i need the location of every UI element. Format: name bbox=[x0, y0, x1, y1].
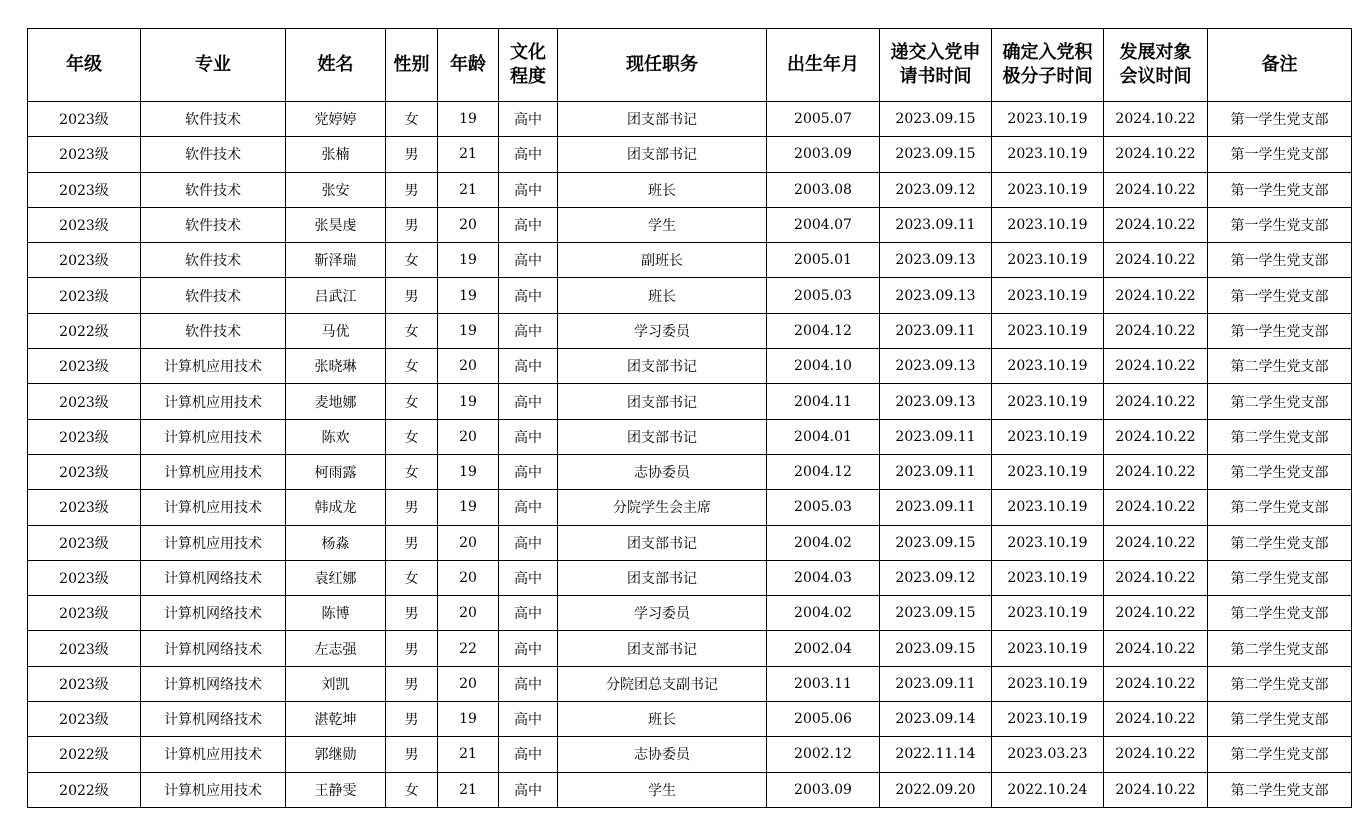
cell-application-date: 2023.09.15 bbox=[880, 137, 992, 172]
cell-position: 班长 bbox=[558, 702, 767, 737]
cell-position: 团支部书记 bbox=[558, 137, 767, 172]
cell-name: 郭继勋 bbox=[286, 737, 386, 772]
table-row bbox=[28, 313, 1352, 348]
cell-meeting-date: 2024.10.22 bbox=[1104, 243, 1208, 278]
cell-age: 20 bbox=[438, 207, 499, 242]
cell-grade: 2023级 bbox=[28, 596, 141, 631]
cell-activist-date: 2023.10.19 bbox=[992, 702, 1104, 737]
cell-activist-date: 2023.10.19 bbox=[992, 490, 1104, 525]
cell-name: 柯雨露 bbox=[286, 454, 386, 489]
cell-gender: 男 bbox=[386, 137, 438, 172]
cell-remarks: 第二学生党支部 bbox=[1208, 384, 1352, 419]
cell-major: 计算机应用技术 bbox=[141, 349, 286, 384]
cell-age: 21 bbox=[438, 737, 499, 772]
cell-remarks: 第二学生党支部 bbox=[1208, 737, 1352, 772]
roster-body bbox=[28, 102, 1352, 808]
cell-major: 软件技术 bbox=[141, 137, 286, 172]
cell-gender: 女 bbox=[386, 349, 438, 384]
cell-name: 韩成龙 bbox=[286, 490, 386, 525]
cell-gender: 女 bbox=[386, 772, 438, 807]
cell-meeting-date: 2024.10.22 bbox=[1104, 666, 1208, 701]
cell-remarks: 第二学生党支部 bbox=[1208, 454, 1352, 489]
cell-activist-date: 2023.10.19 bbox=[992, 560, 1104, 595]
cell-major: 计算机应用技术 bbox=[141, 419, 286, 454]
header-activist-date: 确定入党积极分子时间 bbox=[992, 29, 1104, 102]
cell-major: 软件技术 bbox=[141, 243, 286, 278]
cell-application-date: 2023.09.14 bbox=[880, 702, 992, 737]
cell-remarks: 第二学生党支部 bbox=[1208, 349, 1352, 384]
cell-education: 高中 bbox=[499, 631, 558, 666]
table-row bbox=[28, 137, 1352, 172]
cell-position: 副班长 bbox=[558, 243, 767, 278]
cell-major: 软件技术 bbox=[141, 278, 286, 313]
cell-name: 吕武江 bbox=[286, 278, 386, 313]
cell-name: 张昊虔 bbox=[286, 207, 386, 242]
cell-position: 学习委员 bbox=[558, 596, 767, 631]
cell-gender: 男 bbox=[386, 596, 438, 631]
cell-position: 团支部书记 bbox=[558, 102, 767, 137]
cell-meeting-date: 2024.10.22 bbox=[1104, 172, 1208, 207]
cell-birth: 2002.12 bbox=[767, 737, 880, 772]
header-birth: 出生年月 bbox=[767, 29, 880, 102]
cell-age: 19 bbox=[438, 313, 499, 348]
table-row bbox=[28, 243, 1352, 278]
cell-meeting-date: 2024.10.22 bbox=[1104, 560, 1208, 595]
cell-remarks: 第二学生党支部 bbox=[1208, 525, 1352, 560]
cell-meeting-date: 2024.10.22 bbox=[1104, 737, 1208, 772]
cell-activist-date: 2023.03.23 bbox=[992, 737, 1104, 772]
cell-position: 分院学生会主席 bbox=[558, 490, 767, 525]
cell-application-date: 2023.09.15 bbox=[880, 102, 992, 137]
cell-remarks: 第一学生党支部 bbox=[1208, 243, 1352, 278]
cell-position: 团支部书记 bbox=[558, 349, 767, 384]
table-row bbox=[28, 490, 1352, 525]
cell-position: 分院团总支副书记 bbox=[558, 666, 767, 701]
cell-age: 19 bbox=[438, 384, 499, 419]
header-remarks: 备注 bbox=[1208, 29, 1352, 102]
cell-activist-date: 2023.10.19 bbox=[992, 384, 1104, 419]
cell-major: 计算机网络技术 bbox=[141, 596, 286, 631]
cell-application-date: 2023.09.15 bbox=[880, 596, 992, 631]
cell-birth: 2003.11 bbox=[767, 666, 880, 701]
cell-remarks: 第二学生党支部 bbox=[1208, 419, 1352, 454]
cell-birth: 2002.04 bbox=[767, 631, 880, 666]
cell-activist-date: 2023.10.19 bbox=[992, 454, 1104, 489]
cell-education: 高中 bbox=[499, 102, 558, 137]
cell-meeting-date: 2024.10.22 bbox=[1104, 207, 1208, 242]
cell-name: 王静雯 bbox=[286, 772, 386, 807]
cell-name: 麦地娜 bbox=[286, 384, 386, 419]
cell-application-date: 2023.09.11 bbox=[880, 454, 992, 489]
cell-meeting-date: 2024.10.22 bbox=[1104, 384, 1208, 419]
cell-education: 高中 bbox=[499, 490, 558, 525]
table-row bbox=[28, 349, 1352, 384]
table-row bbox=[28, 278, 1352, 313]
cell-birth: 2004.03 bbox=[767, 560, 880, 595]
cell-major: 计算机应用技术 bbox=[141, 490, 286, 525]
table-row bbox=[28, 596, 1352, 631]
cell-education: 高中 bbox=[499, 243, 558, 278]
cell-position: 学生 bbox=[558, 772, 767, 807]
cell-age: 20 bbox=[438, 560, 499, 595]
cell-birth: 2004.12 bbox=[767, 313, 880, 348]
cell-birth: 2004.02 bbox=[767, 525, 880, 560]
table-row bbox=[28, 454, 1352, 489]
cell-education: 高中 bbox=[499, 454, 558, 489]
cell-activist-date: 2023.10.19 bbox=[992, 596, 1104, 631]
cell-meeting-date: 2024.10.22 bbox=[1104, 419, 1208, 454]
cell-grade: 2023级 bbox=[28, 384, 141, 419]
cell-education: 高中 bbox=[499, 349, 558, 384]
cell-age: 20 bbox=[438, 525, 499, 560]
cell-gender: 男 bbox=[386, 207, 438, 242]
cell-grade: 2023级 bbox=[28, 207, 141, 242]
cell-meeting-date: 2024.10.22 bbox=[1104, 137, 1208, 172]
cell-grade: 2023级 bbox=[28, 172, 141, 207]
cell-position: 团支部书记 bbox=[558, 525, 767, 560]
cell-birth: 2004.11 bbox=[767, 384, 880, 419]
cell-remarks: 第二学生党支部 bbox=[1208, 596, 1352, 631]
cell-application-date: 2023.09.11 bbox=[880, 313, 992, 348]
cell-name: 张安 bbox=[286, 172, 386, 207]
cell-application-date: 2022.09.20 bbox=[880, 772, 992, 807]
cell-gender: 男 bbox=[386, 702, 438, 737]
cell-application-date: 2023.09.11 bbox=[880, 490, 992, 525]
cell-remarks: 第一学生党支部 bbox=[1208, 313, 1352, 348]
header-grade: 年级 bbox=[28, 29, 141, 102]
header-meeting-date: 发展对象会议时间 bbox=[1104, 29, 1208, 102]
cell-education: 高中 bbox=[499, 313, 558, 348]
cell-remarks: 第二学生党支部 bbox=[1208, 560, 1352, 595]
cell-activist-date: 2023.10.19 bbox=[992, 631, 1104, 666]
cell-major: 软件技术 bbox=[141, 207, 286, 242]
cell-major: 计算机网络技术 bbox=[141, 560, 286, 595]
cell-education: 高中 bbox=[499, 172, 558, 207]
cell-birth: 2005.03 bbox=[767, 278, 880, 313]
cell-grade: 2023级 bbox=[28, 419, 141, 454]
cell-position: 学习委员 bbox=[558, 313, 767, 348]
cell-education: 高中 bbox=[499, 525, 558, 560]
cell-gender: 男 bbox=[386, 666, 438, 701]
cell-remarks: 第二学生党支部 bbox=[1208, 702, 1352, 737]
cell-grade: 2023级 bbox=[28, 666, 141, 701]
cell-birth: 2005.07 bbox=[767, 102, 880, 137]
cell-activist-date: 2023.10.19 bbox=[992, 419, 1104, 454]
cell-education: 高中 bbox=[499, 137, 558, 172]
cell-major: 计算机应用技术 bbox=[141, 525, 286, 560]
cell-application-date: 2023.09.12 bbox=[880, 172, 992, 207]
cell-birth: 2004.12 bbox=[767, 454, 880, 489]
cell-remarks: 第二学生党支部 bbox=[1208, 631, 1352, 666]
cell-age: 20 bbox=[438, 596, 499, 631]
cell-birth: 2003.08 bbox=[767, 172, 880, 207]
cell-application-date: 2023.09.13 bbox=[880, 349, 992, 384]
cell-activist-date: 2023.10.19 bbox=[992, 278, 1104, 313]
cell-activist-date: 2023.10.19 bbox=[992, 666, 1104, 701]
cell-major: 计算机应用技术 bbox=[141, 384, 286, 419]
cell-remarks: 第二学生党支部 bbox=[1208, 490, 1352, 525]
table-row bbox=[28, 737, 1352, 772]
table-row bbox=[28, 666, 1352, 701]
cell-grade: 2023级 bbox=[28, 560, 141, 595]
cell-meeting-date: 2024.10.22 bbox=[1104, 454, 1208, 489]
header-education: 文化程度 bbox=[499, 29, 558, 102]
cell-grade: 2023级 bbox=[28, 525, 141, 560]
cell-birth: 2004.02 bbox=[767, 596, 880, 631]
header-name: 姓名 bbox=[286, 29, 386, 102]
cell-application-date: 2023.09.11 bbox=[880, 666, 992, 701]
cell-name: 张楠 bbox=[286, 137, 386, 172]
cell-name: 陈欢 bbox=[286, 419, 386, 454]
cell-major: 计算机网络技术 bbox=[141, 631, 286, 666]
cell-age: 19 bbox=[438, 243, 499, 278]
cell-remarks: 第二学生党支部 bbox=[1208, 666, 1352, 701]
cell-application-date: 2023.09.13 bbox=[880, 243, 992, 278]
cell-age: 22 bbox=[438, 631, 499, 666]
cell-position: 团支部书记 bbox=[558, 560, 767, 595]
roster-sheet bbox=[27, 28, 1351, 808]
cell-age: 20 bbox=[438, 419, 499, 454]
cell-name: 刘凯 bbox=[286, 666, 386, 701]
cell-education: 高中 bbox=[499, 772, 558, 807]
cell-name: 袁红娜 bbox=[286, 560, 386, 595]
cell-application-date: 2023.09.11 bbox=[880, 207, 992, 242]
cell-grade: 2022级 bbox=[28, 737, 141, 772]
header-major: 专业 bbox=[141, 29, 286, 102]
cell-activist-date: 2023.10.19 bbox=[992, 207, 1104, 242]
cell-position: 志协委员 bbox=[558, 454, 767, 489]
cell-gender: 男 bbox=[386, 278, 438, 313]
cell-major: 计算机网络技术 bbox=[141, 702, 286, 737]
cell-gender: 女 bbox=[386, 560, 438, 595]
cell-birth: 2004.07 bbox=[767, 207, 880, 242]
table-row bbox=[28, 172, 1352, 207]
cell-activist-date: 2023.10.19 bbox=[992, 525, 1104, 560]
cell-education: 高中 bbox=[499, 702, 558, 737]
cell-position: 团支部书记 bbox=[558, 631, 767, 666]
cell-meeting-date: 2024.10.22 bbox=[1104, 702, 1208, 737]
cell-age: 19 bbox=[438, 454, 499, 489]
cell-remarks: 第一学生党支部 bbox=[1208, 102, 1352, 137]
cell-birth: 2004.10 bbox=[767, 349, 880, 384]
cell-remarks: 第一学生党支部 bbox=[1208, 172, 1352, 207]
cell-gender: 女 bbox=[386, 243, 438, 278]
header-age: 年龄 bbox=[438, 29, 499, 102]
cell-gender: 男 bbox=[386, 490, 438, 525]
cell-age: 19 bbox=[438, 490, 499, 525]
cell-application-date: 2023.09.15 bbox=[880, 631, 992, 666]
cell-activist-date: 2023.10.19 bbox=[992, 313, 1104, 348]
cell-major: 计算机应用技术 bbox=[141, 737, 286, 772]
cell-age: 20 bbox=[438, 666, 499, 701]
cell-age: 20 bbox=[438, 349, 499, 384]
cell-meeting-date: 2024.10.22 bbox=[1104, 772, 1208, 807]
cell-grade: 2023级 bbox=[28, 490, 141, 525]
cell-name: 靳泽瑞 bbox=[286, 243, 386, 278]
cell-grade: 2023级 bbox=[28, 702, 141, 737]
cell-grade: 2023级 bbox=[28, 243, 141, 278]
cell-education: 高中 bbox=[499, 737, 558, 772]
cell-gender: 男 bbox=[386, 172, 438, 207]
cell-activist-date: 2023.10.19 bbox=[992, 349, 1104, 384]
cell-grade: 2023级 bbox=[28, 349, 141, 384]
cell-age: 19 bbox=[438, 278, 499, 313]
cell-application-date: 2023.09.13 bbox=[880, 278, 992, 313]
cell-birth: 2003.09 bbox=[767, 137, 880, 172]
cell-education: 高中 bbox=[499, 419, 558, 454]
cell-position: 志协委员 bbox=[558, 737, 767, 772]
cell-age: 21 bbox=[438, 772, 499, 807]
cell-application-date: 2022.11.14 bbox=[880, 737, 992, 772]
cell-age: 21 bbox=[438, 172, 499, 207]
cell-age: 19 bbox=[438, 702, 499, 737]
cell-major: 计算机网络技术 bbox=[141, 666, 286, 701]
cell-name: 张晓琳 bbox=[286, 349, 386, 384]
cell-birth: 2003.09 bbox=[767, 772, 880, 807]
table-row bbox=[28, 772, 1352, 807]
cell-grade: 2023级 bbox=[28, 102, 141, 137]
cell-name: 杨淼 bbox=[286, 525, 386, 560]
cell-remarks: 第二学生党支部 bbox=[1208, 772, 1352, 807]
cell-grade: 2023级 bbox=[28, 631, 141, 666]
cell-gender: 女 bbox=[386, 102, 438, 137]
cell-major: 软件技术 bbox=[141, 313, 286, 348]
cell-meeting-date: 2024.10.22 bbox=[1104, 313, 1208, 348]
header-position: 现任职务 bbox=[558, 29, 767, 102]
cell-gender: 男 bbox=[386, 525, 438, 560]
cell-position: 班长 bbox=[558, 278, 767, 313]
cell-birth: 2005.03 bbox=[767, 490, 880, 525]
cell-grade: 2023级 bbox=[28, 278, 141, 313]
cell-gender: 女 bbox=[386, 384, 438, 419]
cell-grade: 2022级 bbox=[28, 772, 141, 807]
cell-position: 学生 bbox=[558, 207, 767, 242]
cell-position: 团支部书记 bbox=[558, 384, 767, 419]
cell-education: 高中 bbox=[499, 596, 558, 631]
cell-age: 19 bbox=[438, 102, 499, 137]
cell-application-date: 2023.09.13 bbox=[880, 384, 992, 419]
cell-birth: 2004.01 bbox=[767, 419, 880, 454]
table-row bbox=[28, 102, 1352, 137]
cell-name: 陈博 bbox=[286, 596, 386, 631]
cell-name: 湛乾坤 bbox=[286, 702, 386, 737]
cell-activist-date: 2023.10.19 bbox=[992, 102, 1104, 137]
cell-application-date: 2023.09.15 bbox=[880, 525, 992, 560]
cell-grade: 2023级 bbox=[28, 137, 141, 172]
table-row bbox=[28, 560, 1352, 595]
cell-gender: 男 bbox=[386, 631, 438, 666]
cell-name: 左志强 bbox=[286, 631, 386, 666]
cell-education: 高中 bbox=[499, 384, 558, 419]
table-row bbox=[28, 525, 1352, 560]
table-row bbox=[28, 384, 1352, 419]
cell-gender: 女 bbox=[386, 454, 438, 489]
cell-activist-date: 2023.10.19 bbox=[992, 137, 1104, 172]
cell-name: 马优 bbox=[286, 313, 386, 348]
cell-activist-date: 2023.10.19 bbox=[992, 172, 1104, 207]
cell-major: 计算机应用技术 bbox=[141, 772, 286, 807]
header-application-date: 递交入党申请书时间 bbox=[880, 29, 992, 102]
cell-activist-date: 2022.10.24 bbox=[992, 772, 1104, 807]
cell-position: 团支部书记 bbox=[558, 419, 767, 454]
cell-position: 班长 bbox=[558, 172, 767, 207]
cell-meeting-date: 2024.10.22 bbox=[1104, 102, 1208, 137]
cell-major: 软件技术 bbox=[141, 172, 286, 207]
table-row bbox=[28, 419, 1352, 454]
cell-activist-date: 2023.10.19 bbox=[992, 243, 1104, 278]
cell-gender: 女 bbox=[386, 313, 438, 348]
table-row bbox=[28, 702, 1352, 737]
header-row bbox=[28, 29, 1352, 102]
cell-application-date: 2023.09.12 bbox=[880, 560, 992, 595]
cell-meeting-date: 2024.10.22 bbox=[1104, 631, 1208, 666]
cell-education: 高中 bbox=[499, 666, 558, 701]
cell-meeting-date: 2024.10.22 bbox=[1104, 525, 1208, 560]
cell-age: 21 bbox=[438, 137, 499, 172]
cell-major: 软件技术 bbox=[141, 102, 286, 137]
cell-name: 党婷婷 bbox=[286, 102, 386, 137]
cell-grade: 2022级 bbox=[28, 313, 141, 348]
cell-meeting-date: 2024.10.22 bbox=[1104, 490, 1208, 525]
cell-education: 高中 bbox=[499, 278, 558, 313]
cell-education: 高中 bbox=[499, 560, 558, 595]
cell-remarks: 第一学生党支部 bbox=[1208, 207, 1352, 242]
cell-meeting-date: 2024.10.22 bbox=[1104, 278, 1208, 313]
cell-meeting-date: 2024.10.22 bbox=[1104, 349, 1208, 384]
table-row bbox=[28, 631, 1352, 666]
cell-gender: 男 bbox=[386, 737, 438, 772]
cell-remarks: 第一学生党支部 bbox=[1208, 278, 1352, 313]
header-gender: 性别 bbox=[386, 29, 438, 102]
roster-table bbox=[27, 28, 1352, 808]
cell-education: 高中 bbox=[499, 207, 558, 242]
cell-grade: 2023级 bbox=[28, 454, 141, 489]
cell-birth: 2005.06 bbox=[767, 702, 880, 737]
cell-remarks: 第一学生党支部 bbox=[1208, 137, 1352, 172]
cell-birth: 2005.01 bbox=[767, 243, 880, 278]
cell-meeting-date: 2024.10.22 bbox=[1104, 596, 1208, 631]
cell-application-date: 2023.09.11 bbox=[880, 419, 992, 454]
cell-gender: 女 bbox=[386, 419, 438, 454]
table-row bbox=[28, 207, 1352, 242]
cell-major: 计算机应用技术 bbox=[141, 454, 286, 489]
